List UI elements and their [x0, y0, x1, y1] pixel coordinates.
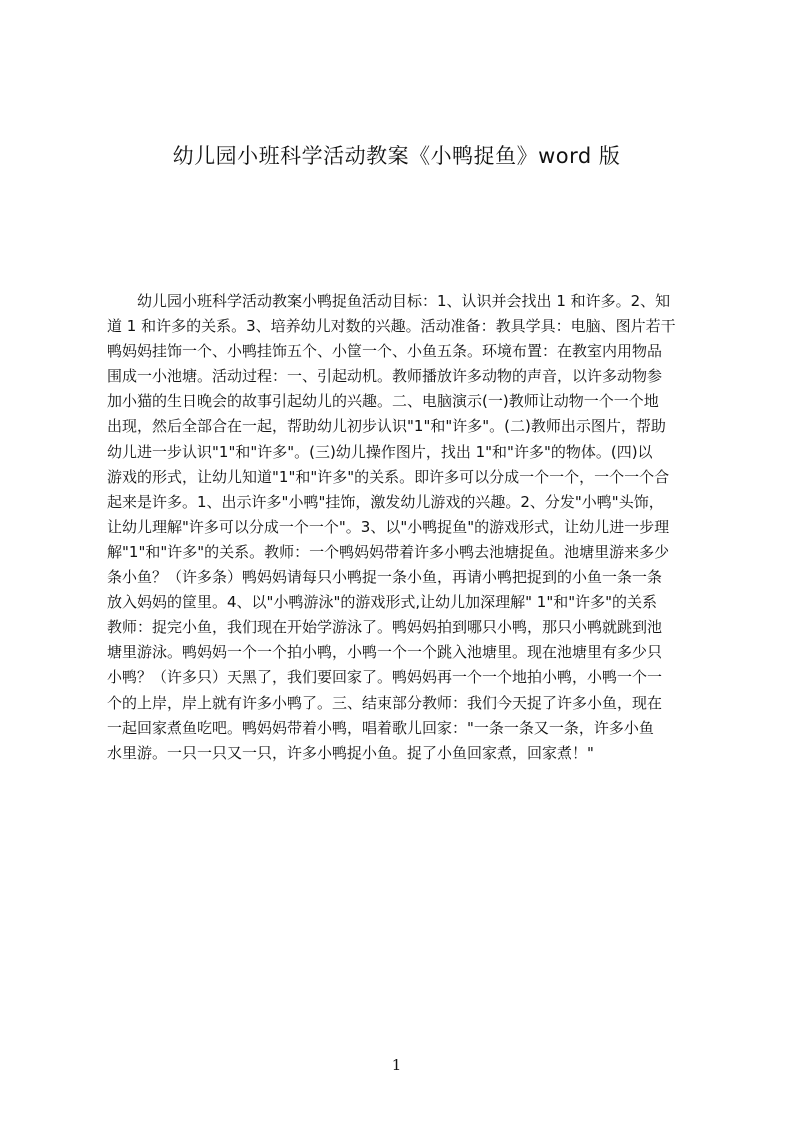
document-title: 幼儿园小班科学活动教案《小鸭捉鱼》word 版 [172, 144, 621, 168]
body-line: 水里游。一只一只又一只，许多小鸭捉小鱼。捉了小鱼回家煮，回家煮！" [107, 743, 594, 762]
body-line: 解"1"和"许多"的关系。教师：一个鸭妈妈带着许多小鸭去池塘捉鱼。池塘里游来多少 [107, 542, 670, 561]
page-number: 1 [391, 1056, 402, 1074]
body-line: 小鸭？（许多只）天黑了，我们要回家了。鸭妈妈再一个一个地拍小鸭，小鸭一个一 [107, 668, 663, 687]
body-line: 放入妈妈的筐里。4、以"小鸭游泳"的游戏形式,让幼儿加深理解" 1"和"许多"的关系 [107, 593, 658, 612]
body-line: 围成一小池塘。活动过程：一、引起动机。教师播放许多动物的声音，以许多动物参 [107, 367, 663, 386]
body-line: 一起回家煮鱼吃吧。鸭妈妈带着小鸭，唱着歌儿回家："一条一条又一条，许多小鱼 [107, 718, 654, 737]
body-line: 塘里游泳。鸭妈妈一个一个拍小鸭，小鸭一个一个跳入池塘里。现在池塘里有多少只 [107, 643, 663, 662]
body-line: 加小猫的生日晚会的故事引起幼儿的兴趣。二、电脑演示(一)教师让动物一个一个地 [107, 392, 659, 411]
body-line: 幼儿园小班科学活动教案小鸭捉鱼活动目标：1、认识并会找出 1 和许多。2、知 [137, 292, 671, 310]
body-line: 让幼儿理解"许多可以分成一个一个"。3、以"小鸭捉鱼"的游戏形式，让幼儿进一步理 [107, 517, 670, 536]
body-line: 教师：捉完小鱼，我们现在开始学游泳了。鸭妈妈拍到哪只小鸭，那只小鸭就跳到池 [107, 618, 663, 637]
body-line: 游戏的形式，让幼儿知道"1"和"许多"的关系。即许多可以分成一个一个，一个一个合 [107, 467, 670, 486]
body-line: 个的上岸，岸上就有许多小鸭了。三、结束部分教师：我们今天捉了许多小鱼，现在 [107, 693, 663, 712]
body-line: 幼儿进一步认识"1"和"许多"。(三)幼儿操作图片，找出 1"和"许多"的物体。(四)以 [107, 442, 653, 461]
body-line: 道 1 和许多的关系。3、培养幼儿对数的兴趣。活动准备：教具学具：电脑、图片若干 [107, 317, 676, 336]
body-line: 鸭妈妈挂饰一个、小鸭挂饰五个、小筐一个、小鱼五条。环境布置：在教室内用物品 [107, 342, 663, 361]
body-line: 出现，然后全部合在一起，帮助幼儿初步认识"1"和"许多"。(二)教师出示图片，帮助 [107, 417, 666, 436]
document-body [107, 289, 697, 809]
body-line: 条小鱼？（许多条）鸭妈妈请每只小鸭捉一条小鱼，再请小鸭把捉到的小鱼一条一条 [107, 568, 663, 587]
body-line: 起来是许多。1、出示许多"小鸭"挂饰，激发幼儿游戏的兴趣。2、分发"小鸭"头饰， [107, 492, 664, 511]
